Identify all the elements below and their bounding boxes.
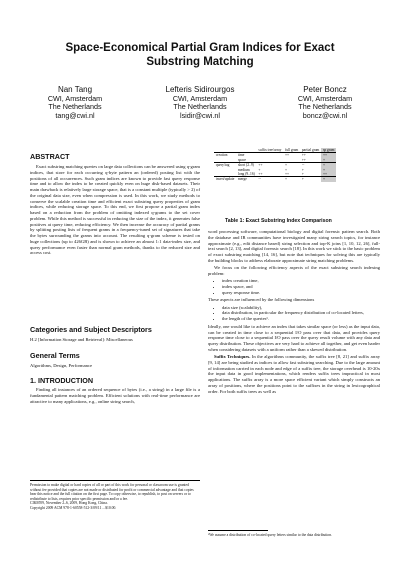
table-cell: ++ — [321, 153, 336, 158]
author-email[interactable]: lsidir@cwi.nl — [179, 110, 221, 120]
table-cell: + — [285, 167, 288, 172]
list-item: • index space, and — [222, 284, 380, 290]
table-header: sp gram — [322, 148, 335, 152]
title-line-1: Space-Economical Partial Gram Indices for Exact — [65, 42, 335, 54]
author-email[interactable]: boncz@cwi.nl — [302, 110, 348, 120]
table-cell: short (2..9) — [236, 163, 256, 168]
table-cell: ++ — [301, 157, 306, 162]
table-cell: ++ — [321, 172, 336, 177]
permission-notice — [30, 483, 200, 510]
bullet-list — [208, 278, 380, 295]
author-block-1 — [20, 86, 130, 120]
author-affiliation: CWI, Amsterdam — [172, 93, 228, 103]
categories-heading: Categories and Subject Descriptors — [30, 325, 152, 334]
author-name: Peter Boncz — [303, 85, 347, 94]
conference-line: CIKM'09, November 2–6, 2009, Hong Kong, China. — [30, 501, 108, 505]
author-affiliation: CWI, Amsterdam — [297, 93, 353, 103]
table-header: full gram — [285, 148, 299, 152]
table-cell: creation — [214, 153, 236, 158]
table-cell: ++ — [258, 172, 263, 177]
table-cell: + — [321, 163, 336, 168]
table-header: suffix tree/array — [258, 148, 282, 152]
table-cell: -- — [257, 177, 284, 182]
author-block-3 — [270, 86, 380, 120]
footnote-divider — [208, 530, 268, 531]
comparison-table — [214, 148, 336, 182]
paragraph-text: In the algorithms community, the suffix tree [8, 21] and suffix array [9, 14] are being studied as indices to allow fast substring searching. Due to the large amount of information carried in each node and edge of a suffix tree, the storage overhead is 10-20x the input data in good implementations, which renders suffix trees impractical in most applications. The suffix array is a more space efficient variant which simply constructs an array of positions, where the positions point to the suffixes in the string in lexicographical order. For both suffix trees as well as — [208, 354, 380, 394]
author-country: The Netherlands — [298, 102, 352, 112]
table-cell: + — [300, 177, 321, 182]
table-cell: + — [321, 168, 336, 172]
table-cell: time — [236, 153, 256, 158]
table-cell: -- — [300, 163, 321, 168]
table-cell: + — [321, 177, 336, 182]
table-cell: query/tag — [214, 163, 236, 168]
author-block-2 — [145, 86, 255, 120]
author-country: The Netherlands — [48, 102, 102, 112]
introduction-body — [30, 387, 200, 406]
author-name: Nan Tang — [57, 85, 93, 94]
table-cell: ++ — [300, 153, 321, 158]
table-caption: Table 1: Exact Substring Index Comparison — [225, 218, 332, 224]
table-cell: ++ — [285, 172, 290, 177]
footnote: ¹We assume a distribution of co-located query letters similar to the data distribution. — [208, 533, 333, 537]
list-item: • data size (scalability), — [222, 305, 380, 311]
author-affiliation: CWI, Amsterdam — [47, 93, 103, 103]
paragraph: Ideally, one would like to achieve an index that takes similar space (or less) as the input data, can be created in time close to a sequential I/O pass over that data, and provides query response time close to a sequential I/O pass over the query result volume with any data and query distribution. These objectives are very hard to achieve all together, and get even harder when considering datasets with a uniform rather than a skewed distribution. — [208, 323, 380, 352]
title-line-2: Substring Matching — [146, 55, 254, 68]
author-email[interactable]: tang@cwi.nl — [55, 110, 95, 120]
copyright-line: Copyright 2009 ACM 978-1-60558-512-3/09/11 ...$10.00. — [30, 505, 117, 510]
table-cell: medium — [237, 167, 250, 172]
table-header: partial gram — [301, 148, 320, 152]
list-item: • the length of the queries¹. — [222, 316, 380, 322]
list-item: • query response time. — [222, 290, 380, 296]
author-name: Lefteris Sidirourgos — [165, 85, 235, 94]
introduction-text: Finding all instances of an ordered sequence of bytes (i.e., a string) in a large file is a fundamental pattern matching problem. Efficient solutions with real-time performance are attractive to many applications, e.g., online string search, — [30, 387, 200, 404]
general-terms-body: Algorithms, Design, Performance — [30, 363, 93, 368]
list-item: • index creation time, — [222, 278, 380, 284]
bullet-list — [208, 305, 380, 322]
paragraph: word processing software, computational biology and digital forensic pattern search. Both the database and IR communities have investigated many string search topics, for instance approximate (e.g., edit distance based) string selection and top-K joins [1, 10, 12, 26], full-text search [2, 13], and digital forensic search [18]. In this work we stick to the basic problem of exact substring matching [14, 16], but note that techniques for solving this are typically the building blocks to address elaborate approximate string matching problems. — [208, 229, 380, 263]
table-cell: merge — [236, 177, 256, 182]
table-row — [214, 177, 336, 182]
table-cell: + — [321, 158, 336, 163]
table-cell: long (9..16) — [237, 172, 255, 177]
right-column-body — [208, 229, 380, 396]
permission-text: Permission to make digital or hard copies of all or part of this work for personal or classroom use is granted without fee provided that copies are not made or distributed for profit or commercial advantage and that copies bear this notice and the full citation on the first page. To copy otherwise, to republish, to post on servers or to redistribute to lists, requires prior specific permission and/or a fee. — [30, 483, 194, 501]
divider — [30, 480, 200, 481]
table-cell: + — [283, 163, 300, 168]
author-country: The Netherlands — [173, 102, 227, 112]
paragraph-label: Suffix Techniques. — [214, 354, 251, 359]
table-cell: + — [258, 167, 261, 172]
paper-title — [20, 42, 380, 69]
general-terms-heading: General Terms — [30, 351, 80, 360]
paragraph: These aspects are influenced by the following dimensions — [208, 297, 315, 303]
categories-body: H.2 [Information Storage and Retrieval]: Miscellaneous — [30, 337, 133, 342]
table-cell: + — [283, 177, 300, 182]
table-cell: + — [301, 172, 304, 177]
abstract-text: Exact substring matching queries on large data collections can be answered using q-gram indices, that store for each occurring q-byte pattern an (ordered) posting list with the positions of all occurrences. Such gram indices are known to provide fast query response time and to allow the index to be created quickly even on huge disk-based datasets. Their main drawback is relatively large storage space, that is a constant multiple (typically > 2) of the original data size, even when compression is used. In this work, we study methods to conserve the scalable creation time and efficient exact substring query properties of gram indices, while reducing storage space. To this end, we first propose a partial gram index based on a reduction from the problem of omitting indexed q-grams to the set cover problem. While this method is successful in reducing the size of the index, it generates false positives at query time, reducing efficiency. We then increase the accuracy of partial grams by splitting posting lists of frequent grams in a frequency-tuned set of signatures that take the bytes surrounding the grams into account. The resulting q-gram scheme is tested on huge collections (up to 426GB) and is shown to achieve an almost 1:1 data-index size, and query performance even faster than normal gram methods, thanks to the reduced size and access cost. — [30, 164, 200, 256]
table-cell: ++ — [283, 153, 300, 158]
table-cell: space — [237, 157, 246, 162]
table-cell: + — [301, 167, 304, 172]
abstract-body — [30, 164, 200, 258]
paragraph: We focus on the following efficiency aspects of the exact substring search indexing problem: — [208, 265, 380, 276]
table-cell: insert/update — [215, 177, 235, 182]
paragraph — [208, 354, 380, 394]
introduction-heading: 1. INTRODUCTION — [30, 376, 94, 385]
list-item: • data distribution, in particular the frequency distribution of co-located letters, — [222, 310, 380, 316]
table-cell: ++ — [257, 163, 284, 168]
abstract-heading: ABSTRACT — [30, 152, 70, 161]
